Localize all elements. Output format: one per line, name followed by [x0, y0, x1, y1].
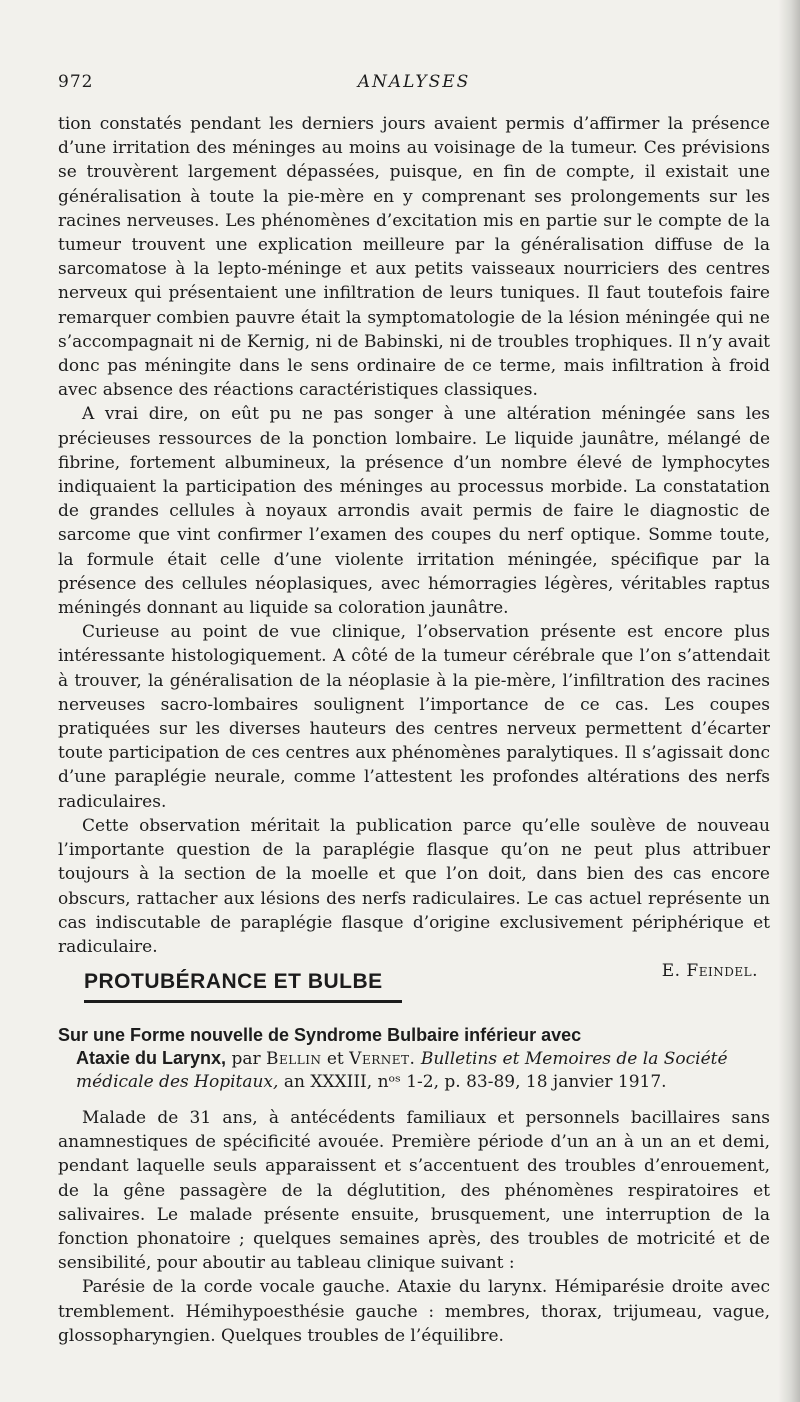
author-signature: E. Feindel. [661, 961, 758, 982]
page-header [58, 72, 770, 100]
byline-par: par [231, 1049, 261, 1069]
running-title: ANALYSES [357, 72, 471, 92]
section-rule [84, 1000, 402, 1003]
article-body [58, 1106, 770, 1348]
article-title: Sur une Forme nouvelle de Syndrome Bulbaire inférieur avec [58, 1025, 582, 1045]
paragraph: Malade de 31 ans, à antécédents familiaux et personnels bacillaires sans anamnestiques de spécificité avouée. Première période d’un an à un an et demi, pendant laquelle seuls apparaissent et s’accentuent des troubles d’enrouement, de la gêne passagère de la déglutition, des phénomènes respiratoires et salivaires. Le malade présente ensuite, brusquement, une interruption de la fonction phonatoire ; quelques semaines après, des troubles de motricité et de sensibilité, pour aboutir au tableau clinique suivant : [58, 1108, 770, 1274]
paragraph: A vrai dire, on eût pu ne pas songer à une altération méningée sans les précieuses ressources de la ponction lombaire. Le liquide jaunâtre, mélangé de fibrine, fortement albumineux, la présence d’un nombre élevé de lymphocytes indiquaient la participation des méninges au processus morbide. La constatation de grandes cellules à noyaux arrondis avait permis de faire le diagnostic de sarcome que vint confirmer l’examen des coupes du nerf optique. Somme toute, la formule était celle d’une violente irritation méningée, spécifique par la présence des cellules néoplasiques, avec hémorragies légères, véritables raptus méningés donnant au liquide sa coloration jaunâtre. [58, 404, 770, 619]
author-name: Bellin [266, 1049, 322, 1069]
section-title: PROTUBÉRANCE ET BULBE [84, 970, 383, 993]
article-byline [58, 1047, 770, 1094]
page-edge-shadow [778, 0, 800, 1402]
previous-article-body [58, 112, 770, 983]
article-heading [58, 1024, 770, 1094]
paragraph: tion constatés pendant les derniers jours avaient permis d’affirmer la présence d’une irritation des méninges au moins au voisinage de la tumeur. Ces prévisions se trouvèrent largement dépassées, puisque, en fin de compte, il existait une généralisation à toute la pie-mère en y comprenant ses prolongements sur les racines nerveuses. Les phénomènes d’excitation mis en partie sur le compte de la tumeur trouvent une explication meilleure par la généralisation diffuse de la sarcomatose à la lepto-méninge et aux petits vaisseaux nourriciers des centres nerveux qui présentaient une infiltration de leurs tuniques. Il faut toutefois faire remarquer combien pauvre était la symptomatologie de la lésion méningée qui ne s’accompagnait ni de Kernig, ni de Babinski, ni de troubles trophiques. Il n’y avait donc pas méningite dans le sens ordinaire de ce terme, mais infiltration à froid avec absence des réactions caractéristiques classiques. [58, 114, 770, 401]
page-number: 972 [58, 72, 94, 92]
journal-name: Bulletins et Memoires de la Société médicale des Hopitaux, [76, 1049, 728, 1092]
article-title-continued: Ataxie du Larynx, [76, 1048, 227, 1068]
byline-and: et [326, 1049, 344, 1069]
paragraph: Curieuse au point de vue clinique, l’observation présente est encore plus intéressante histologiquement. A côté de la tumeur cérébrale que l’on s’attendait à trouver, la généralisation de la néoplasie à la pie-mère, l’infiltration des racines nerveuses sacro-lombaires soulignent l’importance de ce cas. Les coupes pratiquées sur les diverses hauteurs des centres nerveux permettent d’écarter toute participation de ces centres aux phénomènes paralytiques. Il s’agissait donc d’une paraplégie neurale, comme l’attestent les profondes altérations des nerfs radiculaires. [58, 622, 770, 812]
citation-details: an XXXIII, nᵒˢ 1-2, p. 83-89, 18 janvier 1917. [283, 1072, 667, 1092]
author-name: Vernet. [349, 1049, 416, 1069]
paragraph: Cette observation méritait la publication parce qu’elle soulève de nouveau l’importante question de la paraplégie flasque qu’on ne peut plus attribuer toujours à la section de la moelle et que l’on doit, dans bien des cas encore obscurs, rattacher aux lésions des nerfs radiculaires. Le cas actuel représente un cas indiscutable de paraplégie flasque d’origine exclusivement périphérique et radiculaire. [58, 815, 770, 957]
paragraph: Parésie de la corde vocale gauche. Ataxie du larynx. Hémiparésie droite avec tremblement. Hémihypoesthésie gauche : membres, thorax, trijumeau, vague, glossopharyngien. Quelques troubles de l’équilibre. [58, 1277, 770, 1346]
